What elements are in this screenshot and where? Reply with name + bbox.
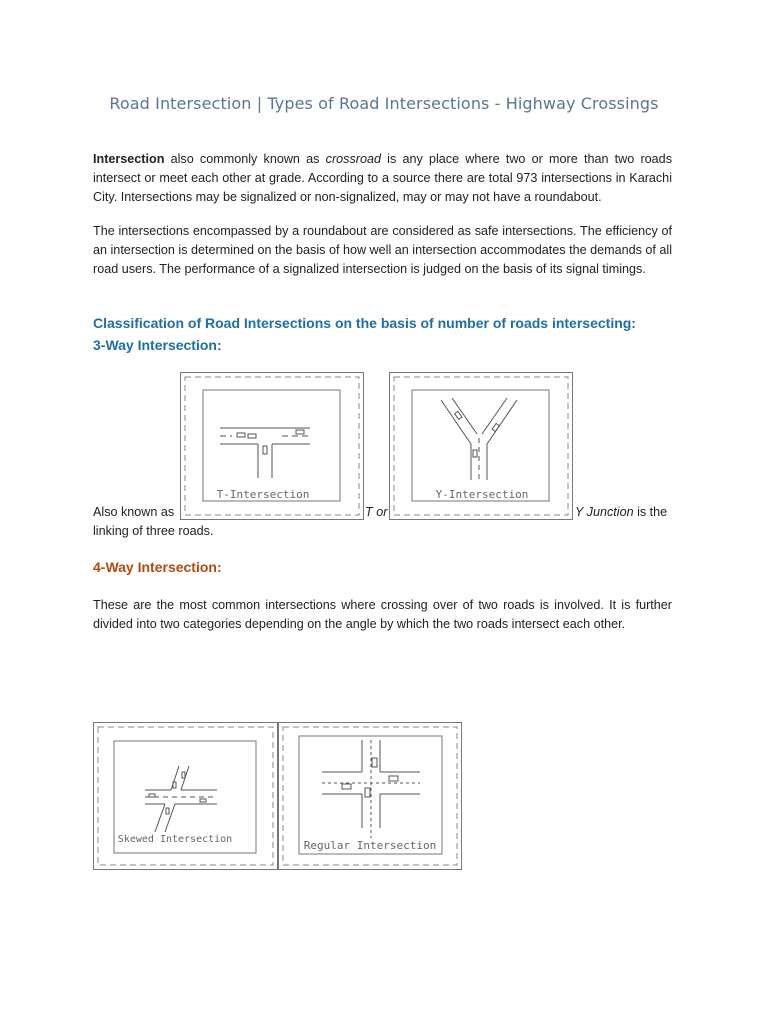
three-way-text-mid: T or bbox=[365, 505, 388, 519]
t-intersection-label: T-Intersection bbox=[216, 488, 310, 501]
y-intersection-label: Y-Intersection bbox=[435, 488, 529, 501]
three-way-text-after bbox=[575, 503, 667, 522]
four-way-heading: 4-Way Intersection: bbox=[93, 559, 222, 575]
y-intersection-figure bbox=[389, 372, 573, 520]
regular-intersection-label: Regular Intersection bbox=[303, 839, 437, 852]
paragraph-roundabout: The intersections encompassed by a roundabout are considered as safe intersections. The efficiency of an intersection is determined on the basis of how well an intersection accommodates the demands of all road users. The performance of a signalized intersection is judged on the basis of its signal timings. bbox=[93, 224, 672, 276]
classification-heading: Classification of Road Intersections on the basis of number of roads intersecting: bbox=[93, 315, 636, 331]
page-title: Road Intersection | Types of Road Intersections - Highway Crossings bbox=[109, 94, 659, 113]
four-way-paragraph: These are the most common intersections where crossing over of two roads is involved. It is further divided into two categories depending on the angle by which the two roads intersect each other. bbox=[93, 598, 672, 631]
three-way-text-after-rest: is the bbox=[633, 505, 668, 519]
t-intersection-figure bbox=[180, 372, 364, 520]
skewed-intersection-label: Skewed Intersection bbox=[117, 834, 233, 845]
y-junction-term: Y Junction bbox=[575, 505, 634, 519]
regular-intersection-figure bbox=[278, 722, 462, 870]
skewed-intersection-figure bbox=[93, 722, 278, 870]
intro-paragraph bbox=[93, 150, 672, 207]
intro-text-1: also commonly known as bbox=[164, 152, 326, 166]
intro-term: Intersection bbox=[93, 152, 165, 166]
three-way-heading: 3-Way Intersection: bbox=[93, 337, 222, 353]
three-way-text-before: Also known as bbox=[93, 505, 175, 519]
intro-text-2: is any place where two or more than two roads intersect or meet each other at grade. According to a source there are total 973 intersections in Karachi City. Intersections may be signalized or non-signalized, may or may not have a roundabout. bbox=[93, 152, 672, 204]
intro-italic-term: crossroad bbox=[325, 152, 381, 166]
three-way-text-line2: linking of three roads. bbox=[93, 524, 214, 538]
